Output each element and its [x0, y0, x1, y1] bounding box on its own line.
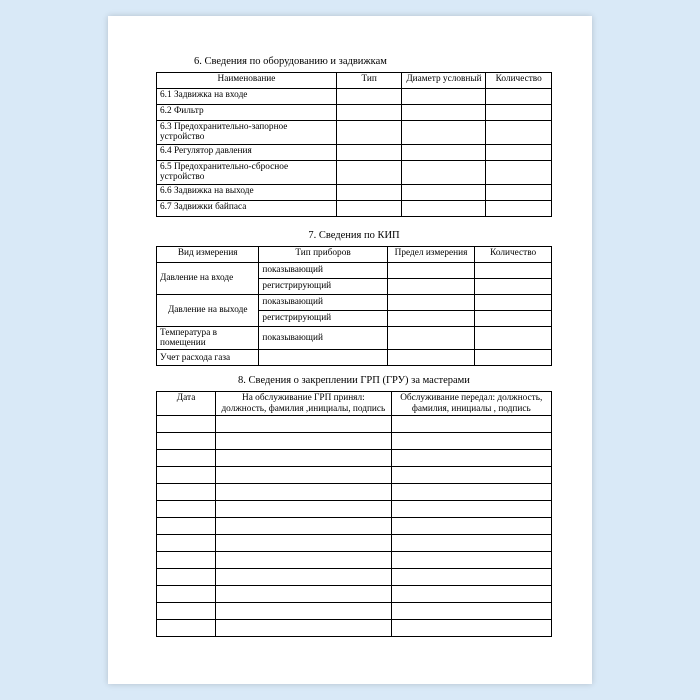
- measurement-type: Давление на выходе: [157, 294, 259, 326]
- cell-accepted[interactable]: [216, 483, 391, 500]
- device-type: показывающий: [259, 326, 387, 350]
- cell-date[interactable]: [157, 585, 216, 602]
- equipment-type[interactable]: [336, 105, 402, 121]
- document-body: [156, 56, 552, 637]
- cell-handed[interactable]: [391, 585, 551, 602]
- equipment-diameter[interactable]: [402, 144, 486, 160]
- column-header-handed-over-by: Обслуживание передал: должность, фамилия, инициалы , подпись: [391, 392, 551, 415]
- column-header-device-type: Тип приборов: [259, 246, 387, 262]
- equipment-quantity[interactable]: [486, 200, 552, 216]
- column-header-quantity: Количество: [486, 73, 552, 89]
- equipment-quantity[interactable]: [486, 105, 552, 121]
- column-header-quantity: Количество: [475, 246, 552, 262]
- cell-date[interactable]: [157, 602, 216, 619]
- instruments-table: [156, 246, 552, 367]
- equipment-name: 6.1 Задвижка на входе: [157, 89, 337, 105]
- table-row: [157, 585, 552, 602]
- cell-handed[interactable]: [391, 534, 551, 551]
- table-row: [157, 105, 552, 121]
- equipment-type[interactable]: [336, 89, 402, 105]
- device-quantity[interactable]: [475, 350, 552, 366]
- cell-date[interactable]: [157, 517, 216, 534]
- table-row: [157, 160, 552, 184]
- cell-accepted[interactable]: [216, 568, 391, 585]
- table-row: [157, 89, 552, 105]
- table-header-row: [157, 392, 552, 415]
- cell-handed[interactable]: [391, 517, 551, 534]
- device-type: регистрирующий: [259, 310, 387, 326]
- cell-date[interactable]: [157, 551, 216, 568]
- cell-accepted[interactable]: [216, 449, 391, 466]
- equipment-name: 6.4 Регулятор давления: [157, 144, 337, 160]
- cell-date[interactable]: [157, 534, 216, 551]
- table-row: [157, 326, 552, 350]
- table-row: [157, 568, 552, 585]
- equipment-quantity[interactable]: [486, 121, 552, 145]
- cell-handed[interactable]: [391, 602, 551, 619]
- spacer: [156, 366, 552, 375]
- table-row: [157, 534, 552, 551]
- section-7-title: 7. Сведения по КИП: [308, 229, 400, 241]
- cell-date[interactable]: [157, 483, 216, 500]
- device-quantity[interactable]: [475, 278, 552, 294]
- section-8-title: 8. Сведения о закреплении ГРП (ГРУ) за мастерами: [238, 375, 470, 387]
- equipment-quantity[interactable]: [486, 184, 552, 200]
- equipment-diameter[interactable]: [402, 105, 486, 121]
- table-row: [157, 483, 552, 500]
- cell-accepted[interactable]: [216, 602, 391, 619]
- cell-accepted[interactable]: [216, 466, 391, 483]
- cell-date[interactable]: [157, 415, 216, 432]
- cell-handed[interactable]: [391, 432, 551, 449]
- section-6-title: 6. Сведения по оборудованию и задвижкам: [194, 56, 387, 67]
- cell-date[interactable]: [157, 500, 216, 517]
- device-type: показывающий: [259, 262, 387, 278]
- measurement-limit[interactable]: [387, 294, 475, 310]
- table-header-row: [157, 73, 552, 89]
- cell-handed[interactable]: [391, 551, 551, 568]
- table-row: [157, 619, 552, 636]
- device-type: регистрирующий: [259, 278, 387, 294]
- table-row: [157, 200, 552, 216]
- equipment-type[interactable]: [336, 200, 402, 216]
- equipment-type[interactable]: [336, 144, 402, 160]
- measurement-limit[interactable]: [387, 326, 475, 350]
- table-row: [157, 294, 552, 310]
- cell-handed[interactable]: [391, 500, 551, 517]
- column-header-name: Наименование: [157, 73, 337, 89]
- cell-accepted[interactable]: [216, 619, 391, 636]
- cell-date[interactable]: [157, 466, 216, 483]
- device-quantity[interactable]: [475, 326, 552, 350]
- column-header-limit: Предел измерения: [387, 246, 475, 262]
- device-quantity[interactable]: [475, 310, 552, 326]
- device-type: показывающий: [259, 294, 387, 310]
- cell-handed[interactable]: [391, 466, 551, 483]
- measurement-limit[interactable]: [387, 262, 475, 278]
- measurement-limit[interactable]: [387, 278, 475, 294]
- assignment-table: [156, 391, 552, 636]
- equipment-diameter[interactable]: [402, 89, 486, 105]
- measurement-limit[interactable]: [387, 350, 475, 366]
- equipment-name: 6.5 Предохранительно-сбросное устройство: [157, 160, 337, 184]
- measurement-limit[interactable]: [387, 310, 475, 326]
- device-quantity[interactable]: [475, 262, 552, 278]
- column-header-date: Дата: [157, 392, 216, 415]
- table-row: [157, 602, 552, 619]
- equipment-type[interactable]: [336, 160, 402, 184]
- equipment-diameter[interactable]: [402, 184, 486, 200]
- measurement-type: Температура в помещении: [157, 326, 259, 350]
- table-row: [157, 500, 552, 517]
- column-header-diameter: Диаметр условный: [402, 73, 486, 89]
- table-row: [157, 121, 552, 145]
- equipment-quantity[interactable]: [486, 160, 552, 184]
- equipment-diameter[interactable]: [402, 160, 486, 184]
- table-header-row: [157, 246, 552, 262]
- cell-accepted[interactable]: [216, 415, 391, 432]
- table-row: [157, 449, 552, 466]
- cell-date[interactable]: [157, 449, 216, 466]
- table-row: [157, 551, 552, 568]
- cell-accepted[interactable]: [216, 551, 391, 568]
- table-row: [157, 517, 552, 534]
- document-page: [108, 16, 592, 684]
- table-row: [157, 184, 552, 200]
- table-row: [157, 415, 552, 432]
- table-row: [157, 144, 552, 160]
- equipment-name: 6.7 Задвижки байпаса: [157, 200, 337, 216]
- equipment-quantity[interactable]: [486, 89, 552, 105]
- equipment-diameter[interactable]: [402, 121, 486, 145]
- column-header-measurement-type: Вид измерения: [157, 246, 259, 262]
- device-type: [259, 350, 387, 366]
- cell-handed[interactable]: [391, 415, 551, 432]
- column-header-accepted-by: На обслуживание ГРП принял: должность, фамилия ,инициалы, подпись: [216, 392, 391, 415]
- measurement-type: Учет расхода газа: [157, 350, 259, 366]
- equipment-type[interactable]: [336, 121, 402, 145]
- cell-date[interactable]: [157, 568, 216, 585]
- spacer: [156, 217, 552, 230]
- column-header-type: Тип: [336, 73, 402, 89]
- cell-handed[interactable]: [391, 619, 551, 636]
- table-row: [157, 432, 552, 449]
- equipment-name: 6.2 Фильтр: [157, 105, 337, 121]
- cell-accepted[interactable]: [216, 500, 391, 517]
- cell-date[interactable]: [157, 619, 216, 636]
- equipment-name: 6.3 Предохранительно-запорное устройство: [157, 121, 337, 145]
- cell-handed[interactable]: [391, 449, 551, 466]
- table-row: [157, 262, 552, 278]
- measurement-type: Давление на входе: [157, 262, 259, 294]
- equipment-name: 6.6 Задвижка на выходе: [157, 184, 337, 200]
- equipment-quantity[interactable]: [486, 144, 552, 160]
- equipment-diameter[interactable]: [402, 200, 486, 216]
- cell-accepted[interactable]: [216, 534, 391, 551]
- cell-handed[interactable]: [391, 483, 551, 500]
- equipment-type[interactable]: [336, 184, 402, 200]
- cell-accepted[interactable]: [216, 585, 391, 602]
- table-row: [157, 350, 552, 366]
- device-quantity[interactable]: [475, 294, 552, 310]
- cell-handed[interactable]: [391, 568, 551, 585]
- cell-accepted[interactable]: [216, 432, 391, 449]
- cell-accepted[interactable]: [216, 517, 391, 534]
- equipment-table: [156, 72, 552, 217]
- cell-date[interactable]: [157, 432, 216, 449]
- table-row: [157, 466, 552, 483]
